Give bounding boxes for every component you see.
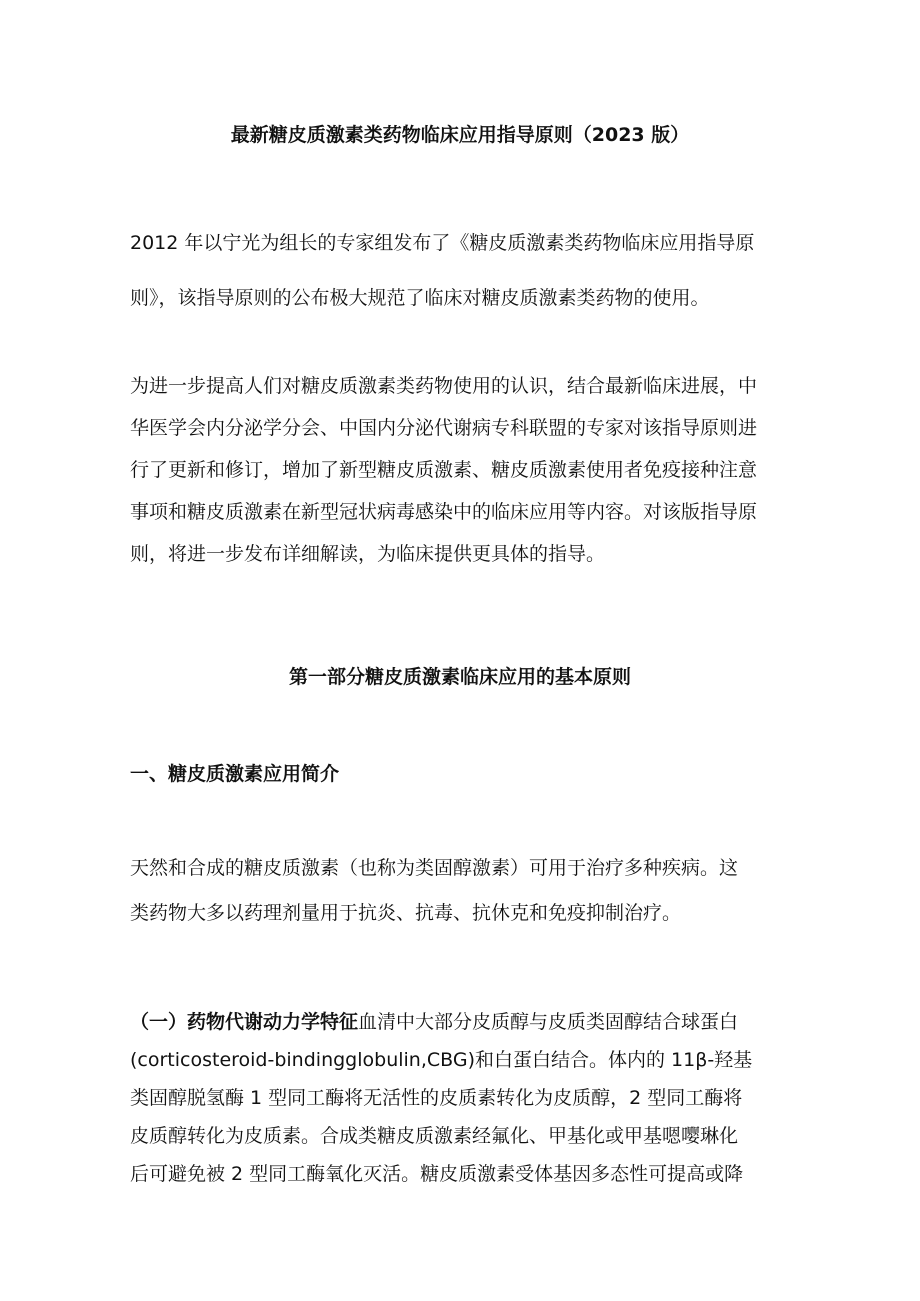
pk-line-4: 皮质醇转化为皮质素。合成类糖皮质激素经氟化、甲基化或甲基嗯嘤琳化 (130, 1125, 739, 1147)
pk-lead: （一）药物代谢动力学特征 (130, 1011, 359, 1033)
section-line-1: 天然和合成的糖皮质激素（也称为类固醇激素）可用于治疗多种疾病。这 (130, 857, 739, 879)
section-heading: 一、糖皮质激素应用简介 (130, 763, 340, 785)
update-line-5: 则，将进一步发布详细解读，为临床提供更具体的指导。 (130, 543, 606, 565)
update-paragraph (130, 370, 792, 580)
intro-line-2: 则》，该指导原则的公布极大规范了临床对糖皮质激素类药物的使用。 (130, 287, 710, 309)
update-line-1: 为进一步提高人们对糖皮质激素类药物使用的认识，结合最新临床进展，中 (130, 375, 758, 397)
pk-paragraph (130, 1006, 792, 1196)
pk-line-5: 后可避免被 2 型同工酶氧化灭活。糖皮质激素受体基因多态性可提高或降 (130, 1163, 744, 1185)
section-paragraph (130, 852, 792, 929)
pk-line-2: (corticosteroid-bindingglobulin,CBG)和白蛋白结合。体内的 11β-羟基 (130, 1049, 753, 1071)
intro-paragraph (130, 227, 792, 314)
update-line-4: 事项和糖皮质激素在新型冠状病毒感染中的临床应用等内容。对该版指导原 (130, 501, 758, 523)
pk-line-1 (130, 1006, 792, 1044)
update-line-3: 行了更新和修订，增加了新型糖皮质激素、糖皮质激素使用者免疫接种注意 (130, 459, 758, 481)
pk-line-1-rest: 血清中大部分皮质醇与皮质类固醇结合球蛋白 (358, 1011, 739, 1033)
update-line-2: 华医学会内分泌学分会、中国内分泌代谢病专科联盟的专家对该指导原则进 (130, 417, 758, 439)
pk-line-3: 类固醇脱氢酶 1 型同工酶将无活性的皮质素转化为皮质醇，2 型同工酶将 (130, 1087, 743, 1109)
part-heading: 第一部分糖皮质激素临床应用的基本原则 (288, 666, 631, 688)
document-title: 最新糖皮质激素类药物临床应用指导原则（2023 版） (230, 124, 690, 146)
section-line-2: 类药物大多以药理剂量用于抗炎、抗毒、抗休克和免疫抑制治疗。 (130, 902, 682, 924)
intro-line-1: 2012 年以宁光为组长的专家组发布了《糖皮质激素类药物临床应用指导原 (130, 232, 755, 254)
